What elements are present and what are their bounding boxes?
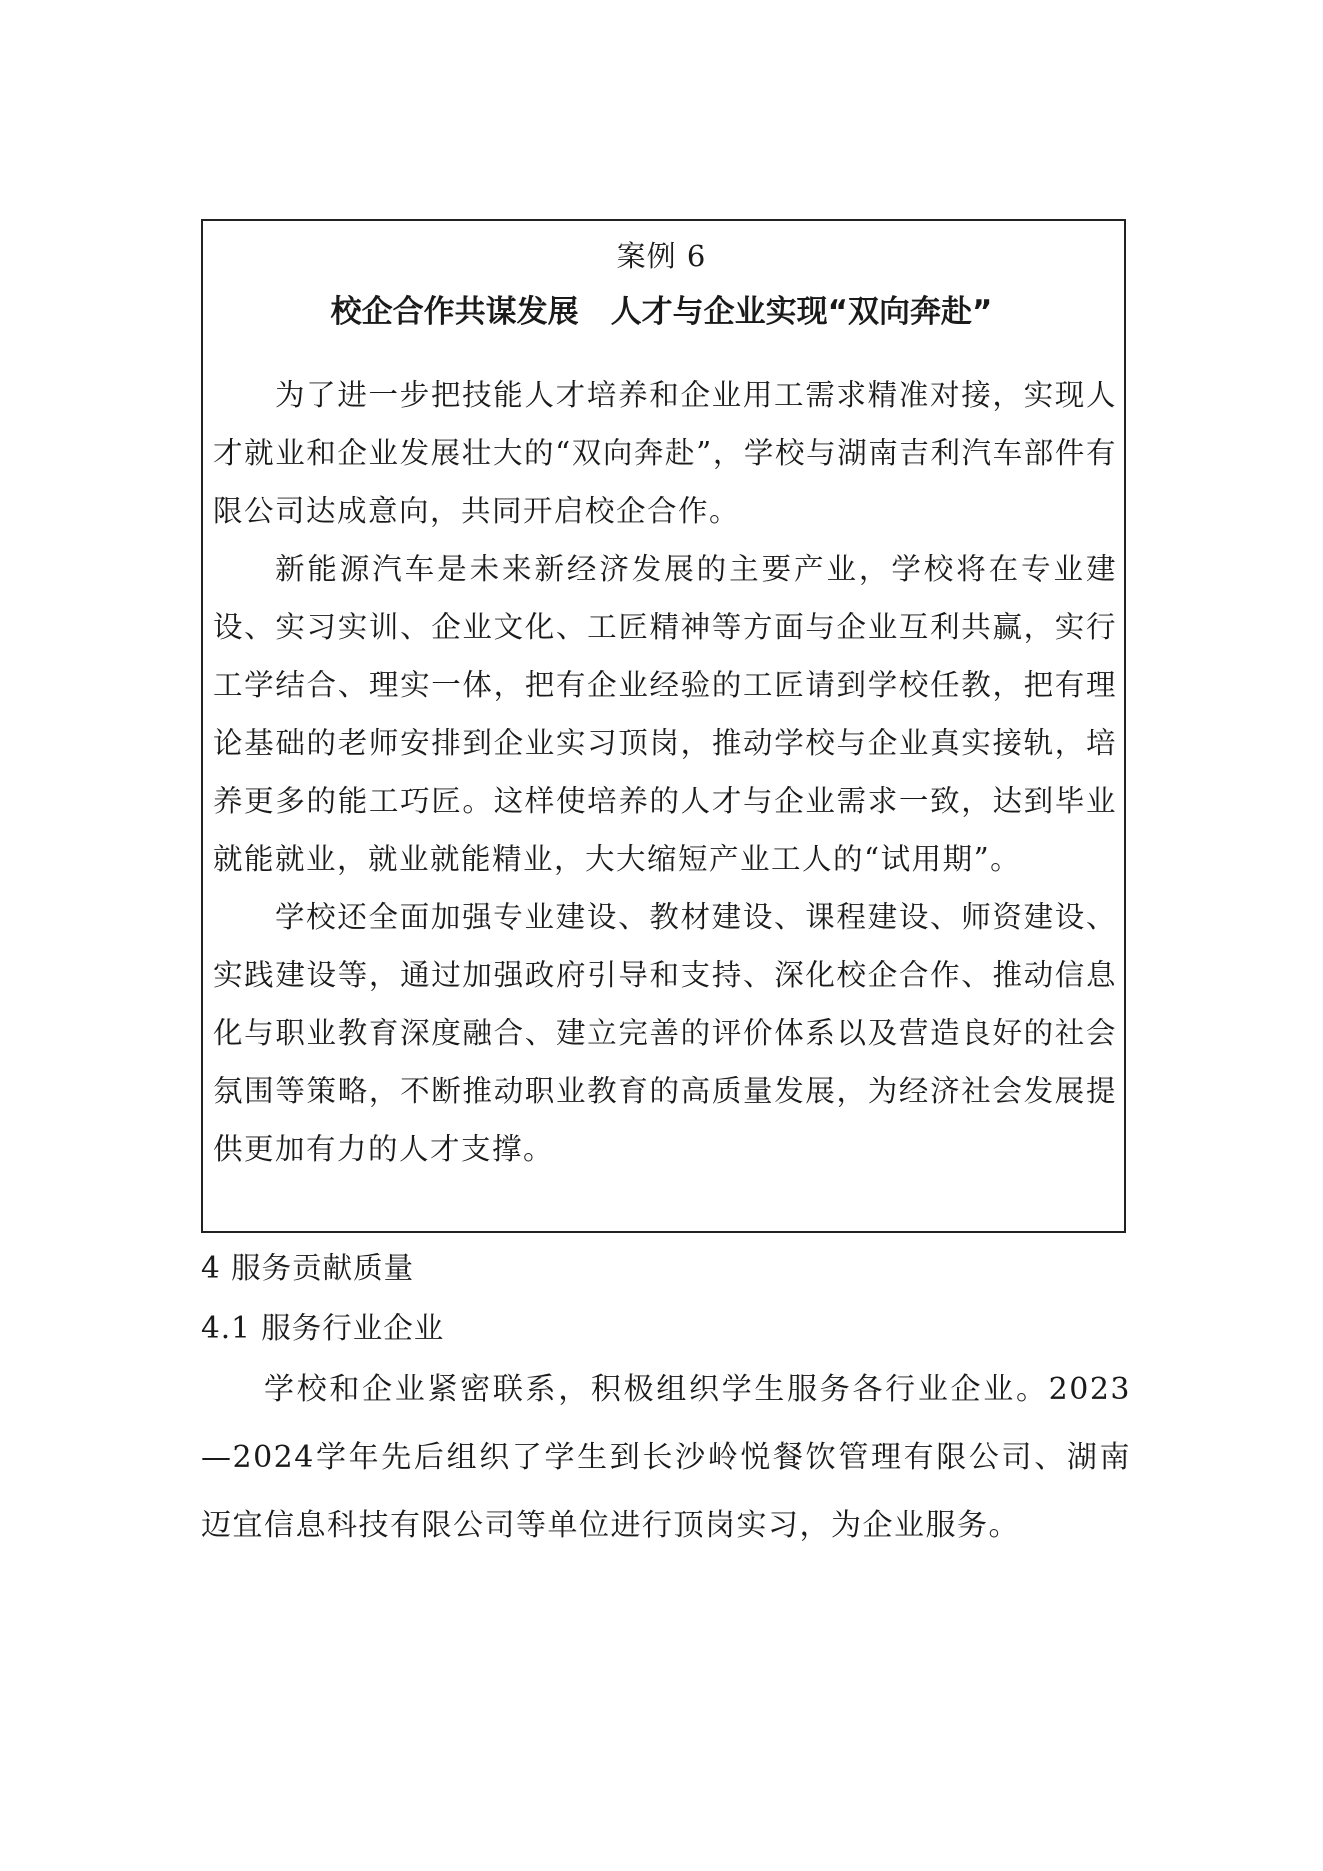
case-paragraph-1: 为了进一步把技能人才培养和企业用工需求精准对接，实现人才就业和企业发展壮大的“双向奔赴”，学校与湖南吉利汽车部件有限公司达成意向，共同开启校企合作。: [213, 378, 1117, 528]
case-paragraph-2: 新能源汽车是未来新经济发展的主要产业，学校将在专业建设、实习实训、企业文化、工匠精神等方面与企业互利共赢，实行工学结合、理实一体，把有企业经验的工匠请到学校任教，把有理论基础的老师安排到企业实习顶岗，推动学校与企业真实接轨，培养更多的能工巧匠。这样使培养的人才与企业需求一致，达到毕业就能就业，就业就能精业，大大缩短产业工人的“试用期”。: [213, 552, 1117, 876]
case-title: [0, 288, 1323, 336]
case-title-part-1: 校企合作共谋发展: [330, 294, 579, 330]
case-label: 案例 6: [616, 239, 707, 273]
case-body: [213, 366, 1117, 1178]
case-paragraph-3: 学校还全面加强专业建设、教材建设、课程建设、师资建设、实践建设等，通过加强政府引导和支持、深化校企合作、推动信息化与职业教育深度融合、建立完善的评价体系以及营造良好的社会氛围等策略，不断推动职业教育的高质量发展，为经济社会发展提供更加有力的人才支撑。: [213, 900, 1117, 1166]
section-4-1-paragraph: 学校和企业紧密联系，积极组织学生服务各行业企业。2023—2024学年先后组织了学生到长沙岭悦餐饮管理有限公司、湖南迈宜信息科技有限公司等单位进行顶岗实习，为企业服务。: [201, 1372, 1131, 1543]
case-title-part-2: 人才与企业实现“双向奔赴”: [610, 294, 993, 330]
section-4-1-heading: 4.1 服务行业企业: [201, 1311, 445, 1345]
section-4-heading: 4 服务贡献质量: [201, 1251, 415, 1285]
